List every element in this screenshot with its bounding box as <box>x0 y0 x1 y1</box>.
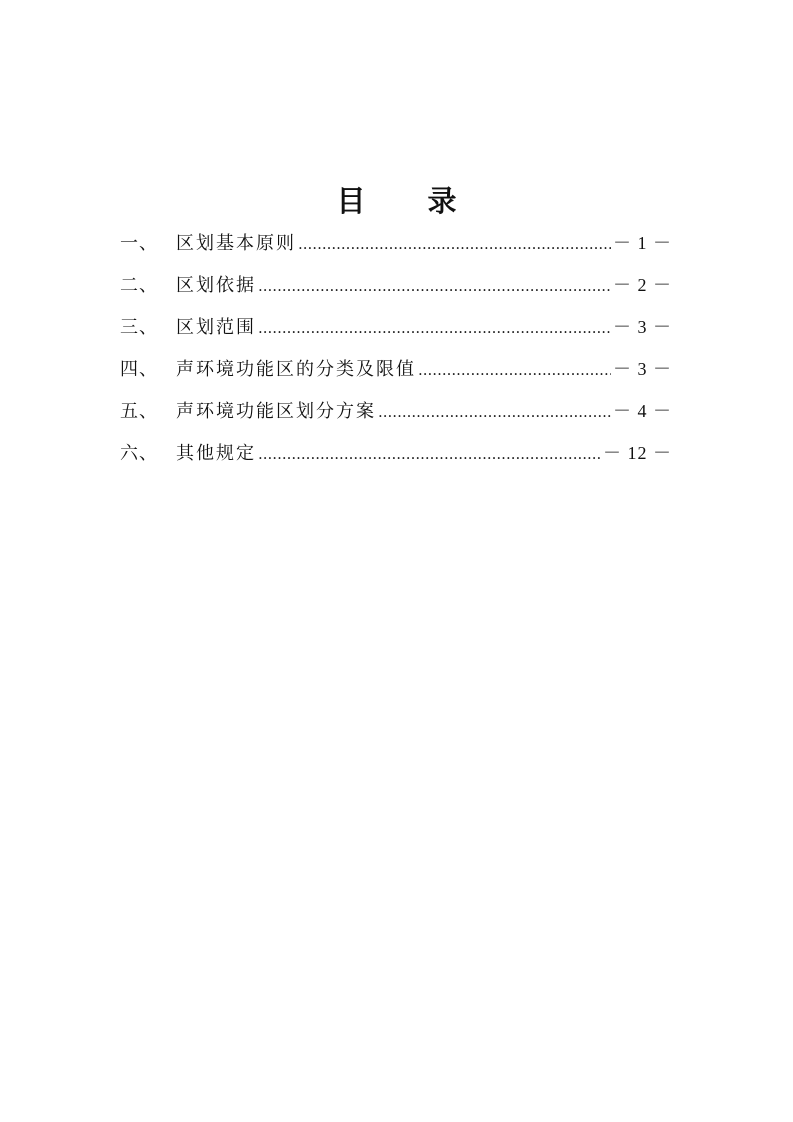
toc-entry-2[interactable] <box>120 268 672 310</box>
toc-entry-number: 二、 <box>120 275 158 296</box>
toc-entry-5[interactable] <box>120 394 672 436</box>
dot-leader <box>418 353 611 387</box>
dot-leader <box>258 311 611 345</box>
dot-leader <box>298 227 611 261</box>
toc-entry-page: － 12 － <box>603 443 672 463</box>
dot-leader <box>258 437 601 471</box>
toc-entry-number: 四、 <box>120 359 158 380</box>
toc-entry-title: 区划范围 <box>176 317 256 338</box>
toc-entry-title: 区划基本原则 <box>176 233 296 254</box>
toc-entry-page: － 2 － <box>613 275 672 295</box>
toc-entry-number: 五、 <box>120 401 158 422</box>
toc-title: 目 录 <box>336 184 483 218</box>
toc-entry-3[interactable] <box>120 310 672 352</box>
toc-entry-number: 一、 <box>120 233 158 254</box>
toc-entry-number: 三、 <box>120 317 158 338</box>
toc-entry-1[interactable] <box>120 226 672 268</box>
toc-entry-number: 六、 <box>120 443 158 464</box>
toc-entry-page: － 3 － <box>613 359 672 379</box>
toc-entry-title: 区划依据 <box>176 275 256 296</box>
toc-entry-page: － 4 － <box>613 401 672 421</box>
toc-entry-title: 声环境功能区的分类及限值 <box>176 359 416 380</box>
toc-entry-page: － 3 － <box>613 317 672 337</box>
dot-leader <box>258 269 611 303</box>
toc-entry-6[interactable] <box>120 436 672 478</box>
toc-entry-title: 其他规定 <box>176 443 256 464</box>
toc-entry-page: － 1 － <box>613 233 672 253</box>
table-of-contents <box>120 226 672 478</box>
toc-entry-4[interactable] <box>120 352 672 394</box>
toc-entry-title: 声环境功能区划分方案 <box>176 401 376 422</box>
dot-leader <box>378 395 611 429</box>
